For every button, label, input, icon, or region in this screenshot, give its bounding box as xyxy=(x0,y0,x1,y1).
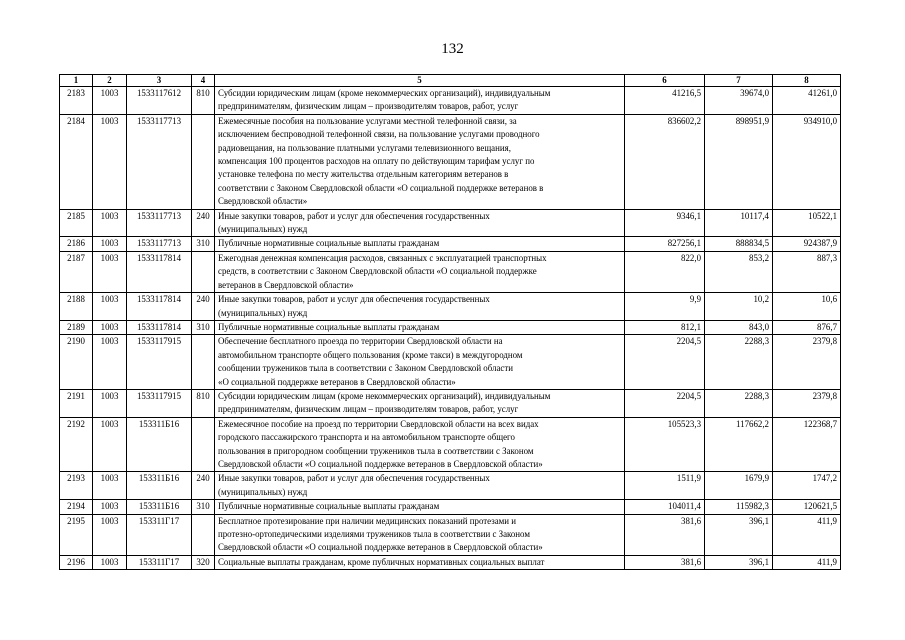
description-line: Свердловской области» xyxy=(218,196,308,207)
column-header: 8 xyxy=(773,75,841,87)
amount-year1-cell: 9346,1 xyxy=(625,209,705,237)
description-line: Ежемесячные пособия на пользование услугами местной телефонной связи, за xyxy=(218,115,517,126)
table-row xyxy=(60,237,841,251)
amount-year2-cell: 117662,2 xyxy=(705,417,773,472)
target-article-code-cell: 153311Г17 xyxy=(127,514,192,555)
description-line: средств, в соответствии с Законом Свердловской области «О социальной поддержке xyxy=(218,266,537,277)
table-row xyxy=(60,514,841,555)
amount-year1-cell: 105523,3 xyxy=(625,417,705,472)
amount-year1-cell: 827256,1 xyxy=(625,237,705,251)
table-row xyxy=(60,389,841,417)
target-article-code-cell: 1533117814 xyxy=(127,251,192,292)
target-article-code-cell: 153311Б16 xyxy=(127,472,192,500)
expense-type-cell xyxy=(192,514,215,555)
amount-year3-cell: 887,3 xyxy=(773,251,841,292)
expense-type-cell: 310 xyxy=(192,320,215,334)
table-row xyxy=(60,335,841,390)
table-row xyxy=(60,87,841,115)
row-number-cell: 2192 xyxy=(60,417,93,472)
description-line: Ежегодная денежная компенсация расходов, связанных с эксплуатацией транспортных xyxy=(218,252,547,263)
table-row xyxy=(60,417,841,472)
column-header: 2 xyxy=(93,75,127,87)
expense-type-cell xyxy=(192,251,215,292)
amount-year1-cell: 836602,2 xyxy=(625,114,705,209)
expense-type-cell xyxy=(192,114,215,209)
target-article-code-cell: 1533117814 xyxy=(127,320,192,334)
description-line: Обеспечение бесплатного проезда по территории Свердловской области на xyxy=(218,336,503,347)
table-row xyxy=(60,251,841,292)
description-cell xyxy=(215,251,625,292)
target-article-code-cell: 1533117713 xyxy=(127,114,192,209)
description-cell xyxy=(215,237,625,251)
expense-type-cell: 810 xyxy=(192,389,215,417)
row-number-cell: 2196 xyxy=(60,555,93,569)
description-line: Иные закупки товаров, работ и услуг для обеспечения государственных xyxy=(218,473,490,484)
amount-year3-cell: 10522,1 xyxy=(773,209,841,237)
description-line: компенсация 100 процентов расходов на оплату по действующим тарифам услуг по xyxy=(218,156,535,167)
description-cell xyxy=(215,472,625,500)
target-article-code-cell: 1533117915 xyxy=(127,389,192,417)
target-article-code-cell: 1533117713 xyxy=(127,237,192,251)
section-code-cell: 1003 xyxy=(93,389,127,417)
section-code-cell: 1003 xyxy=(93,209,127,237)
section-code-cell: 1003 xyxy=(93,417,127,472)
expense-type-cell: 320 xyxy=(192,555,215,569)
row-number-cell: 2194 xyxy=(60,500,93,514)
expense-type-cell: 810 xyxy=(192,87,215,115)
row-number-cell: 2186 xyxy=(60,237,93,251)
description-cell xyxy=(215,555,625,569)
description-cell xyxy=(215,514,625,555)
amount-year1-cell: 822,0 xyxy=(625,251,705,292)
description-line: ветеранов в Свердловской области» xyxy=(218,279,354,290)
amount-year1-cell: 2204,5 xyxy=(625,335,705,390)
column-header: 5 xyxy=(215,75,625,87)
row-number-cell: 2183 xyxy=(60,87,93,115)
description-cell xyxy=(215,293,625,321)
amount-year2-cell: 10,2 xyxy=(705,293,773,321)
section-code-cell: 1003 xyxy=(93,237,127,251)
amount-year3-cell: 41261,0 xyxy=(773,87,841,115)
section-code-cell: 1003 xyxy=(93,472,127,500)
description-cell xyxy=(215,320,625,334)
description-line: Публичные нормативные социальные выплаты гражданам xyxy=(218,321,440,332)
section-code-cell: 1003 xyxy=(93,320,127,334)
description-line: сообщении тружеников тыла в соответствии с Законом Свердловской области xyxy=(218,363,513,374)
description-line: Свердловской области «О социальной поддержке ветеранов в Свердловской области» xyxy=(218,542,543,553)
expense-type-cell: 310 xyxy=(192,237,215,251)
table-row xyxy=(60,320,841,334)
amount-year2-cell: 1679,9 xyxy=(705,472,773,500)
amount-year3-cell: 122368,7 xyxy=(773,417,841,472)
column-header: 6 xyxy=(625,75,705,87)
description-line: Иные закупки товаров, работ и услуг для обеспечения государственных xyxy=(218,294,490,305)
amount-year2-cell: 396,1 xyxy=(705,514,773,555)
description-line: протезно-ортопедическими изделиями тружеников тыла в соответствии с Законом xyxy=(218,529,530,539)
budget-table xyxy=(59,74,841,570)
column-header: 1 xyxy=(60,75,93,87)
amount-year3-cell: 2379,8 xyxy=(773,389,841,417)
target-article-code-cell: 1533117612 xyxy=(127,87,192,115)
amount-year3-cell: 10,6 xyxy=(773,293,841,321)
description-line: пользования в пригородном сообщении тружеников тыла в соответствии с Законом xyxy=(218,445,534,456)
row-number-cell: 2195 xyxy=(60,514,93,555)
section-code-cell: 1003 xyxy=(93,500,127,514)
description-line: установке телефона по месту жительства отдельным категориям ветеранов в xyxy=(218,169,509,180)
table-row xyxy=(60,114,841,209)
target-article-code-cell: 1533117814 xyxy=(127,293,192,321)
amount-year1-cell: 381,6 xyxy=(625,514,705,555)
section-code-cell: 1003 xyxy=(93,293,127,321)
amount-year1-cell: 381,6 xyxy=(625,555,705,569)
description-line: соответствии с Законом Свердловской области «О социальной поддержке ветеранов в xyxy=(218,182,544,193)
table-header-row xyxy=(60,75,841,87)
expense-type-cell: 240 xyxy=(192,209,215,237)
description-line: городского пассажирского транспорта и на автомобильном транспорте общего xyxy=(218,432,515,443)
page-number: 132 xyxy=(441,41,464,57)
description-line: радиовещания, на пользование платными услугами телевизионного вещания, xyxy=(218,142,511,153)
amount-year3-cell: 934910,0 xyxy=(773,114,841,209)
expense-type-cell xyxy=(192,335,215,390)
row-number-cell: 2189 xyxy=(60,320,93,334)
description-line: Субсидии юридическим лицам (кроме некоммерческих организаций), индивидуальным xyxy=(218,88,551,98)
description-line: Социальные выплаты гражданам, кроме публичных нормативных социальных выплат xyxy=(218,556,545,567)
amount-year2-cell: 10117,4 xyxy=(705,209,773,237)
description-cell xyxy=(215,500,625,514)
expense-type-cell: 310 xyxy=(192,500,215,514)
target-article-code-cell: 153311Б16 xyxy=(127,417,192,472)
amount-year1-cell: 9,9 xyxy=(625,293,705,321)
amount-year2-cell: 888834,5 xyxy=(705,237,773,251)
description-line: автомобильном транспорте общего пользования (кроме такси) в междугородном xyxy=(218,349,523,360)
description-line: «О социальной поддержке ветеранов в Свердловской области» xyxy=(218,376,456,387)
amount-year3-cell: 411,9 xyxy=(773,514,841,555)
amount-year3-cell: 876,7 xyxy=(773,320,841,334)
row-number-cell: 2190 xyxy=(60,335,93,390)
amount-year3-cell: 411,9 xyxy=(773,555,841,569)
amount-year3-cell: 120621,5 xyxy=(773,500,841,514)
description-cell xyxy=(215,114,625,209)
section-code-cell: 1003 xyxy=(93,87,127,115)
section-code-cell: 1003 xyxy=(93,114,127,209)
description-line: (муниципальных) нужд xyxy=(218,307,308,318)
amount-year3-cell: 1747,2 xyxy=(773,472,841,500)
row-number-cell: 2185 xyxy=(60,209,93,237)
target-article-code-cell: 153311Г17 xyxy=(127,555,192,569)
column-header: 4 xyxy=(192,75,215,87)
target-article-code-cell: 153311Б16 xyxy=(127,500,192,514)
column-header: 3 xyxy=(127,75,192,87)
amount-year1-cell: 2204,5 xyxy=(625,389,705,417)
description-cell xyxy=(215,417,625,472)
description-line: Публичные нормативные социальные выплаты гражданам xyxy=(218,501,440,512)
amount-year2-cell: 39674,0 xyxy=(705,87,773,115)
row-number-cell: 2184 xyxy=(60,114,93,209)
target-article-code-cell: 1533117713 xyxy=(127,209,192,237)
description-line: Иные закупки товаров, работ и услуг для обеспечения государственных xyxy=(218,210,490,221)
section-code-cell: 1003 xyxy=(93,251,127,292)
column-header: 7 xyxy=(705,75,773,87)
description-cell xyxy=(215,209,625,237)
table-row xyxy=(60,209,841,237)
row-number-cell: 2187 xyxy=(60,251,93,292)
section-code-cell: 1003 xyxy=(93,335,127,390)
expense-type-cell: 240 xyxy=(192,293,215,321)
amount-year1-cell: 104011,4 xyxy=(625,500,705,514)
amount-year2-cell: 2288,3 xyxy=(705,389,773,417)
amount-year2-cell: 396,1 xyxy=(705,555,773,569)
table-row xyxy=(60,555,841,569)
description-cell xyxy=(215,389,625,417)
amount-year2-cell: 843,0 xyxy=(705,320,773,334)
description-cell xyxy=(215,335,625,390)
expense-type-cell: 240 xyxy=(192,472,215,500)
amount-year2-cell: 898951,9 xyxy=(705,114,773,209)
description-line: Бесплатное протезирование при наличии медицинских показаний протезами и xyxy=(218,515,516,526)
description-line: исключением беспроводной телефонной связи, на пользование услугами проводного xyxy=(218,129,540,140)
section-code-cell: 1003 xyxy=(93,555,127,569)
amount-year2-cell: 2288,3 xyxy=(705,335,773,390)
target-article-code-cell: 1533117915 xyxy=(127,335,192,390)
description-line: Субсидии юридическим лицам (кроме некоммерческих организаций), индивидуальным xyxy=(218,390,551,401)
amount-year1-cell: 1511,9 xyxy=(625,472,705,500)
table-row xyxy=(60,293,841,321)
table-row xyxy=(60,472,841,500)
description-line: (муниципальных) нужд xyxy=(218,486,308,497)
description-line: предпринимателям, физическим лицам – производителям товаров, работ, услуг xyxy=(218,101,519,112)
amount-year3-cell: 2379,8 xyxy=(773,335,841,390)
description-line: Публичные нормативные социальные выплаты гражданам xyxy=(218,238,440,249)
section-code-cell: 1003 xyxy=(93,514,127,555)
amount-year1-cell: 812,1 xyxy=(625,320,705,334)
row-number-cell: 2188 xyxy=(60,293,93,321)
description-line: (муниципальных) нужд xyxy=(218,224,308,235)
amount-year2-cell: 115982,3 xyxy=(705,500,773,514)
row-number-cell: 2193 xyxy=(60,472,93,500)
amount-year2-cell: 853,2 xyxy=(705,251,773,292)
amount-year3-cell: 924387,9 xyxy=(773,237,841,251)
description-cell xyxy=(215,87,625,115)
row-number-cell: 2191 xyxy=(60,389,93,417)
description-line: Ежемесячное пособие на проезд по территории Свердловской области на всех видах xyxy=(218,418,539,429)
description-line: Свердловской области «О социальной поддержке ветеранов в Свердловской области» xyxy=(218,458,543,469)
description-line: предпринимателям, физическим лицам – производителям товаров, работ, услуг xyxy=(218,404,519,415)
table-row xyxy=(60,500,841,514)
amount-year1-cell: 41216,5 xyxy=(625,87,705,115)
expense-type-cell xyxy=(192,417,215,472)
